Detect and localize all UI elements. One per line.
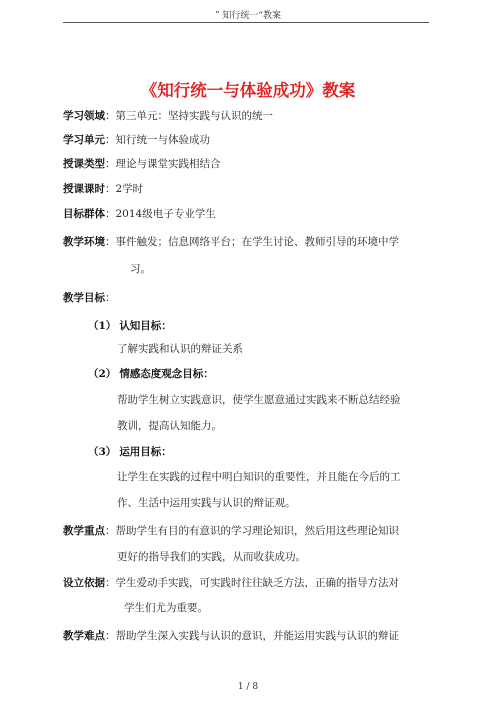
design-basis-label: 设立依据 bbox=[63, 577, 105, 589]
objective-text: 了解实践和认识的辩证关系 bbox=[117, 343, 243, 355]
objective-title: 情感态度观念目标： bbox=[119, 368, 214, 380]
field-value: 理论与课堂实践相结合 bbox=[115, 158, 221, 170]
key-point-text-cont: 更好的指导我们的实践，从而收获成功。 bbox=[117, 551, 306, 563]
objective-text: 作、生活中运用实践与认识的辩证观。 bbox=[117, 497, 296, 509]
key-point bbox=[63, 523, 399, 538]
objective-number: （1） bbox=[88, 320, 117, 332]
field-label: 教学环境 bbox=[63, 236, 105, 248]
page-header: ” 知行统一“教案 bbox=[214, 11, 282, 21]
field-sep: ： bbox=[105, 183, 116, 195]
objective-number: （2） bbox=[88, 368, 117, 380]
objective-2 bbox=[88, 366, 214, 381]
field-teaching-environment-cont: 习。 bbox=[130, 263, 151, 275]
key-point-text: 帮助学生有目的有意识的学习理论知识，然后用这些理论知识 bbox=[115, 525, 399, 537]
header-divider bbox=[63, 22, 429, 23]
field-sep: ： bbox=[105, 236, 116, 248]
field-label: 学习单元 bbox=[63, 134, 105, 146]
difficulty-text: 帮助学生深入实践与认识的意识，并能运用实践与认识的辩证 bbox=[115, 630, 399, 642]
objective-1 bbox=[88, 318, 172, 333]
field-class-hours bbox=[63, 181, 143, 196]
objective-3 bbox=[88, 444, 172, 459]
key-point-sep: ： bbox=[105, 525, 116, 537]
field-value: 2学时 bbox=[115, 183, 144, 195]
teaching-difficulty bbox=[63, 628, 399, 643]
objective-title: 运用目标： bbox=[119, 446, 172, 458]
key-point-label: 教学重点 bbox=[63, 525, 105, 537]
field-value: 知行统一与体验成功 bbox=[115, 134, 210, 146]
objective-text: 帮助学生树立实践意识，使学生愿意通过实践来不断总结经验 bbox=[117, 394, 401, 406]
field-label: 学习领域 bbox=[63, 110, 105, 122]
objective-number: （3） bbox=[88, 446, 117, 458]
field-target-group bbox=[63, 206, 216, 221]
page-number: 1 / 8 bbox=[237, 682, 259, 692]
field-lesson-type bbox=[63, 156, 221, 171]
design-basis-text: 学生爱动手实践，可实践时往往缺乏方法，正确的指导方法对 bbox=[115, 577, 399, 589]
field-sep: ： bbox=[105, 110, 116, 122]
field-sep: ： bbox=[105, 208, 116, 220]
objectives-heading bbox=[63, 290, 116, 305]
objective-text: 教训，提高认知能力。 bbox=[117, 420, 222, 432]
design-basis-sep: ： bbox=[105, 577, 116, 589]
objectives-sep: ： bbox=[105, 292, 116, 304]
difficulty-label: 教学难点 bbox=[63, 630, 105, 642]
document-title: 《知行统一与体验成功》教案 bbox=[140, 81, 356, 100]
field-label: 授课类型 bbox=[63, 158, 105, 170]
field-value: 事件触发；信息网络平台；在学生讨论、教师引导的环境中学 bbox=[115, 236, 399, 248]
field-teaching-environment bbox=[63, 234, 399, 249]
field-sep: ： bbox=[105, 134, 116, 146]
field-label: 目标群体 bbox=[63, 208, 105, 220]
field-value: 第三单元：坚持实践与认识的统一 bbox=[115, 110, 273, 122]
objective-text: 让学生在实践的过程中明白知识的重要性，并且能在今后的工 bbox=[117, 471, 401, 483]
design-basis-text-cont: 学生们尤为重要。 bbox=[124, 602, 208, 614]
objectives-label: 教学目标 bbox=[63, 292, 105, 304]
difficulty-sep: ： bbox=[105, 630, 116, 642]
design-basis bbox=[63, 575, 399, 590]
field-value: 2014级电子专业学生 bbox=[115, 208, 216, 220]
field-sep: ： bbox=[105, 158, 116, 170]
field-label: 授课课时 bbox=[63, 183, 105, 195]
field-learning-area bbox=[63, 108, 273, 123]
field-learning-unit bbox=[63, 132, 210, 147]
objective-title: 认知目标： bbox=[119, 320, 172, 332]
